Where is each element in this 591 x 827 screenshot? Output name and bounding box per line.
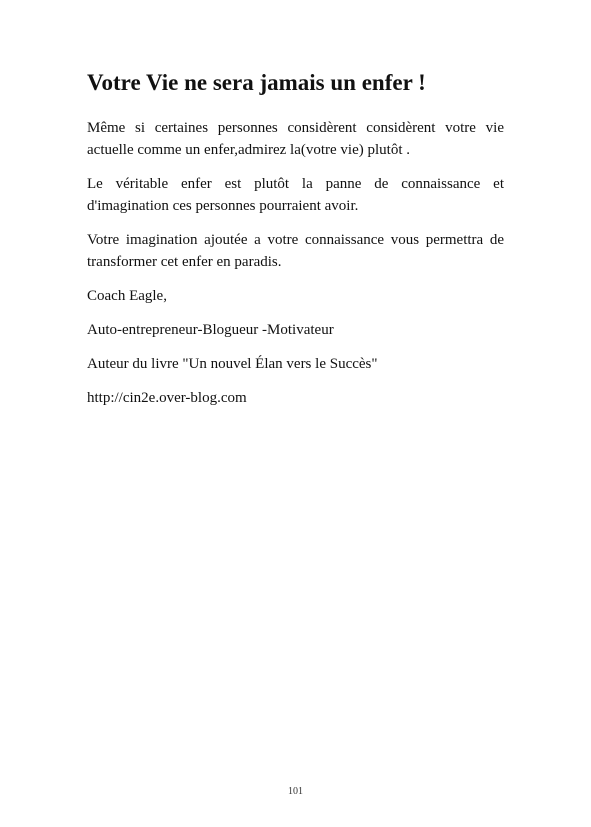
paragraph-1: Même si certaines personnes considèrent considèrent votre vie actuelle comme un enfer,admirez la(votre vie) plutôt . <box>87 120 504 158</box>
page-title: Votre Vie ne sera jamais un enfer ! <box>87 70 426 95</box>
paragraph-3: Votre imagination ajoutée a votre connaissance vous permettra de transformer cet enfer en paradis. <box>87 232 504 270</box>
author-website: http://cin2e.over-blog.com <box>87 390 247 406</box>
paragraph-2: Le véritable enfer est plutôt la panne de connaissance et d'imagination ces personnes pourraient avoir. <box>87 176 504 214</box>
author-name: Coach Eagle, <box>87 288 167 304</box>
author-book: Auteur du livre "Un nouvel Élan vers le Succès" <box>87 356 378 372</box>
document-content <box>87 67 504 421</box>
author-role: Auto-entrepreneur-Blogueur -Motivateur <box>87 322 334 338</box>
page-number: 101 <box>288 786 303 797</box>
